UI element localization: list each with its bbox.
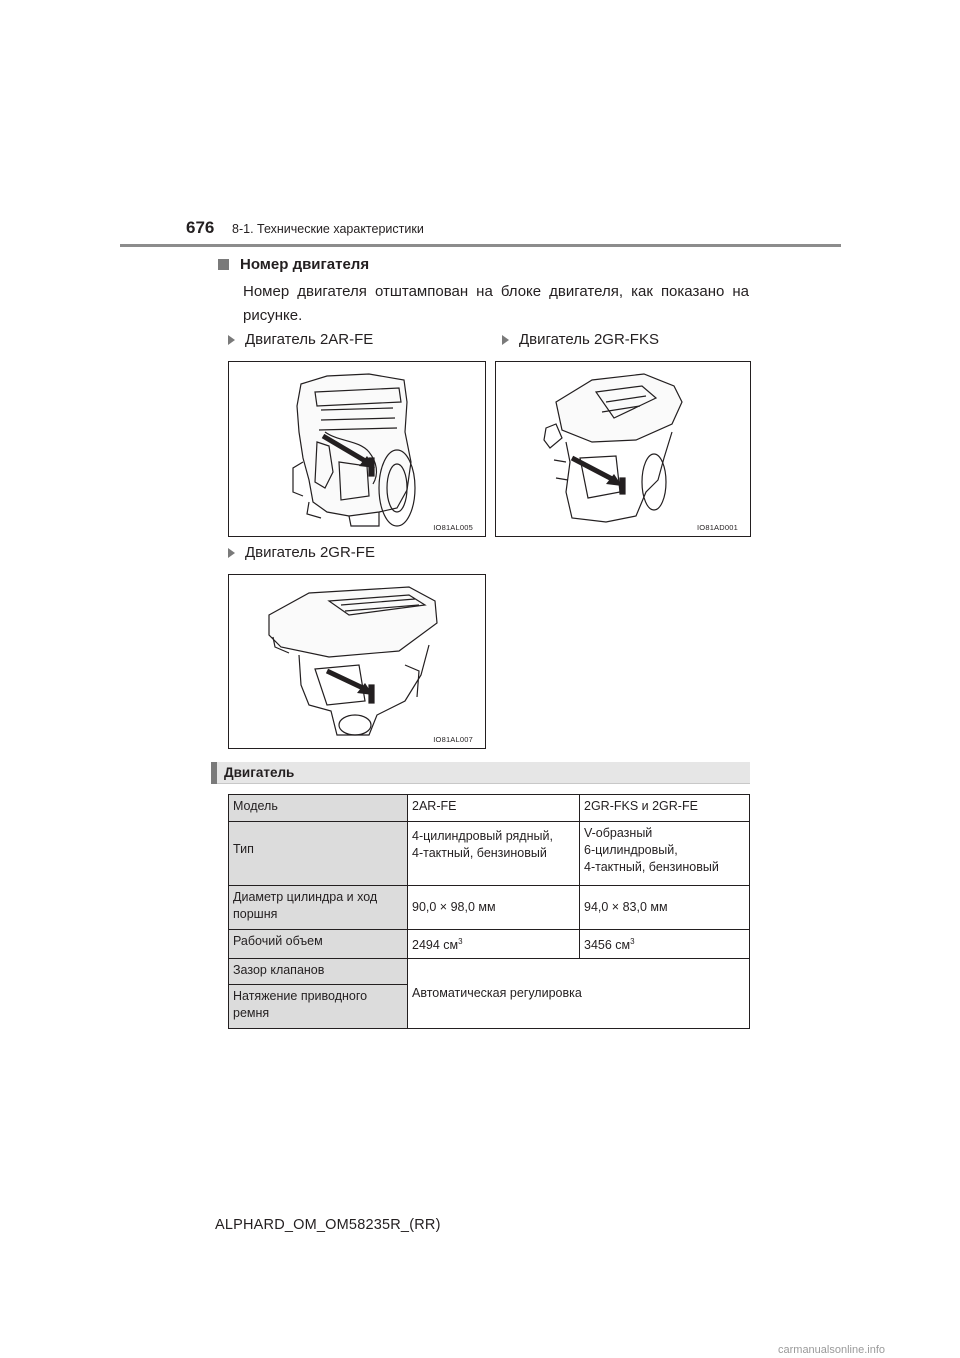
figure-code: IO81AL007	[433, 735, 473, 744]
figure-caption-text: Двигатель 2GR-FKS	[519, 331, 659, 348]
engine-number-heading	[218, 256, 369, 273]
engine-2ar-fe-illustration	[229, 362, 486, 537]
table-cell: 94,0 × 83,0 мм	[580, 886, 750, 930]
table-header-cell: Зазор клапанов	[229, 959, 408, 985]
engine-number-heading-text: Номер двигателя	[240, 256, 370, 273]
table-header-cell: Рабочий объем	[229, 930, 408, 959]
header-divider	[120, 244, 841, 247]
watermark: carmanualsonline.info	[778, 1344, 886, 1356]
table-header-cell: Модель	[229, 795, 408, 822]
table-cell: 90,0 × 98,0 мм	[408, 886, 580, 930]
table-row	[229, 930, 750, 959]
table-cell: 2AR-FE	[408, 795, 580, 822]
engine-spec-section-header	[211, 762, 750, 784]
table-cell: 2494 $см^3$	[408, 930, 580, 959]
engine-figure-2gr-fks	[495, 361, 751, 537]
figure-caption-text: Двигатель 2GR-FE	[245, 544, 375, 561]
figure-caption-text: Двигатель 2AR-FE	[245, 331, 374, 348]
table-header-cell: Натяжение приводного ремня	[229, 985, 408, 1029]
triangle-bullet-icon	[228, 548, 235, 558]
table-cell: 3456 $см^3$	[580, 930, 750, 959]
engine-figure-2gr-fe	[228, 574, 486, 749]
document-code: ALPHARD_OM_OM58235R_(RR)	[215, 1217, 441, 1233]
table-cell: V-образный 6-цилиндровый, 4-тактный, бензиновый	[580, 822, 750, 886]
engine-number-description: Номер двигателя отштампован на блоке двигателя, как показано на рисунке.	[243, 283, 749, 324]
engine-figure-2ar-fe	[228, 361, 486, 537]
engine-spec-section-title: Двигатель	[224, 765, 295, 780]
figure-caption-2gr-fe	[228, 544, 375, 561]
table-row	[229, 795, 750, 822]
section-title: 8-1. Технические характеристики	[232, 222, 424, 236]
table-cell: 4-цилиндровый рядный, 4-тактный, бензиновый	[408, 822, 580, 886]
figure-caption-2gr-fks	[502, 331, 659, 348]
table-header-cell: Диаметр цилиндра и ход поршня	[229, 886, 408, 930]
table-cell: 2GR-FKS и 2GR-FE	[580, 795, 750, 822]
engine-spec-table	[228, 794, 750, 1029]
page-number: 676	[186, 218, 215, 237]
triangle-bullet-icon	[502, 335, 509, 345]
table-cell-merged: Автоматическая регулировка	[408, 959, 750, 1029]
engine-2gr-fks-illustration	[496, 362, 751, 537]
table-header-cell: Тип	[229, 822, 408, 886]
table-row	[229, 886, 750, 930]
figure-code: IO81AD001	[697, 523, 738, 532]
triangle-bullet-icon	[228, 335, 235, 345]
section-bar-accent	[211, 762, 217, 784]
engine-2gr-fe-illustration	[229, 575, 486, 749]
table-row	[229, 959, 750, 985]
figure-code: IO81AL005	[433, 523, 473, 532]
square-bullet-icon	[218, 259, 229, 270]
table-row	[229, 822, 750, 886]
figure-caption-2ar-fe	[228, 331, 373, 348]
